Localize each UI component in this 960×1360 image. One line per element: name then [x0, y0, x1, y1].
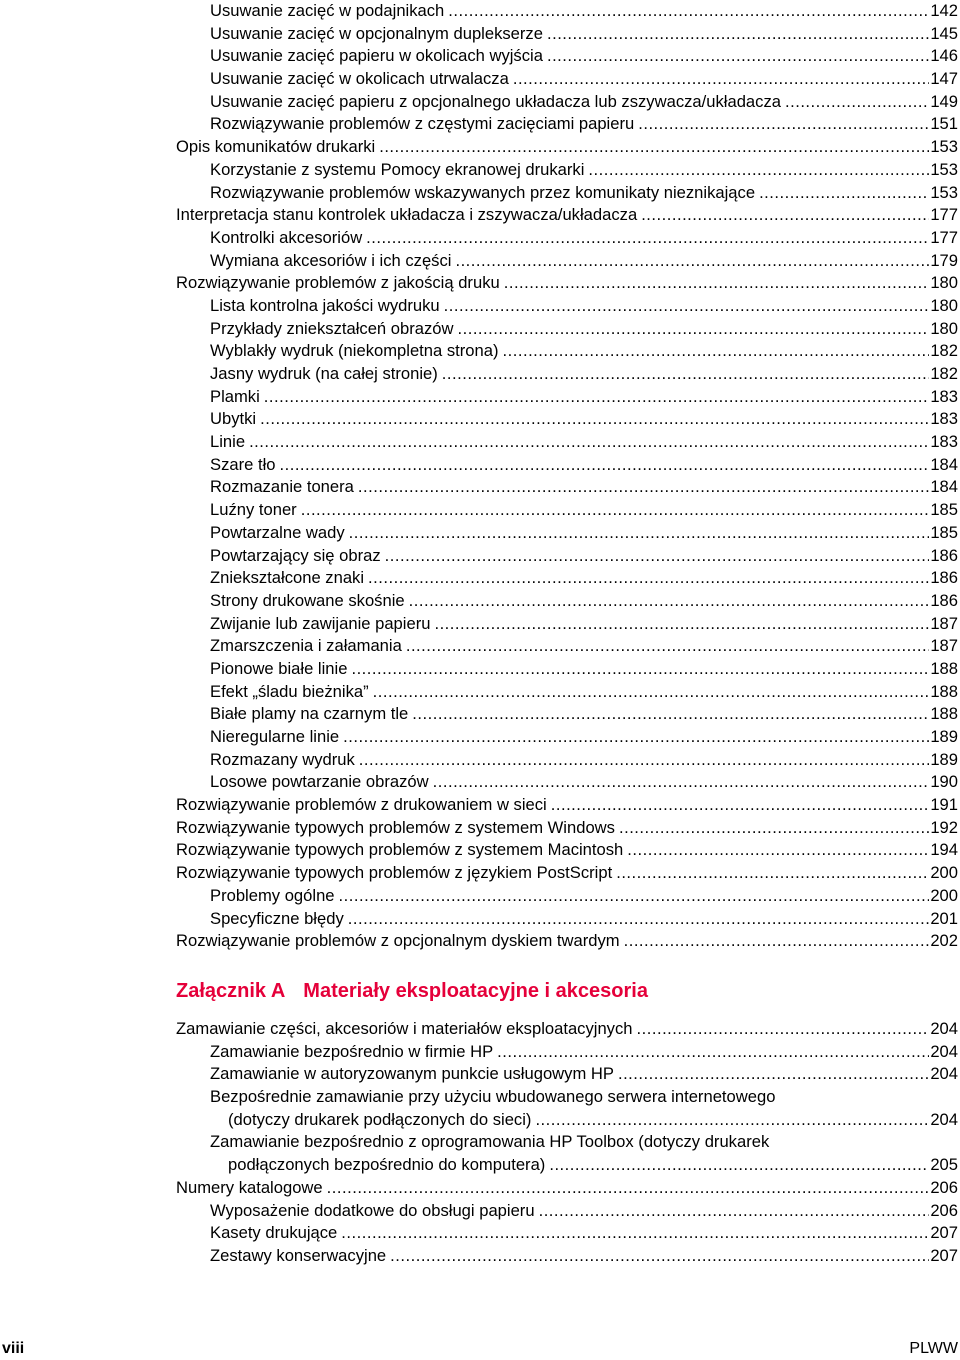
- dot-leader: [616, 862, 929, 885]
- toc-entry-page: 184: [930, 454, 958, 474]
- toc-entry-title-continued: (dotyczy drukarek podłączonych do sieci): [228, 1109, 532, 1129]
- dot-leader: [327, 1177, 930, 1200]
- toc-entry-title: Wyposażenie dodatkowe do obsługi papieru: [210, 1200, 535, 1220]
- toc-entry[interactable]: [176, 885, 958, 908]
- toc-entry-title: Zwijanie lub zawijanie papieru: [210, 613, 431, 633]
- toc-entry[interactable]: [176, 771, 958, 794]
- dot-leader: [638, 113, 929, 136]
- toc-entry[interactable]: [176, 431, 958, 454]
- toc-entry-title: Rozwiązywanie typowych problemów z systemem Windows: [176, 817, 615, 837]
- dot-leader: [588, 159, 929, 182]
- toc-entry-page: 182: [930, 364, 958, 383]
- toc-entry[interactable]: [176, 408, 958, 431]
- dot-leader: [448, 0, 929, 23]
- toc-entry-page: 182: [930, 341, 958, 361]
- toc-entry-page: 204: [930, 1041, 958, 1061]
- toc-entry[interactable]: [176, 567, 958, 590]
- dot-leader: [549, 1154, 929, 1177]
- dot-leader: [379, 136, 929, 159]
- toc-entry[interactable]: [176, 250, 958, 273]
- toc-entry-title: Przykłady zniekształceń obrazów: [210, 318, 454, 338]
- toc-entry[interactable]: [176, 1063, 958, 1086]
- toc-entry-title: Białe plamy na czarnym tle: [210, 704, 409, 724]
- toc-entry-title: Zniekształcone znaki: [210, 568, 365, 588]
- toc-entry-page: 142: [930, 1, 958, 20]
- dot-leader: [409, 590, 930, 613]
- toc-entry-title: Zamawianie części, akcesoriów i materiałów eksploatacyjnych: [176, 1019, 633, 1038]
- toc-entry[interactable]: [176, 363, 958, 386]
- toc-entry-title: Rozmazanie tonera: [210, 477, 354, 497]
- toc-entry[interactable]: [176, 113, 958, 136]
- toc-entry[interactable]: [176, 45, 958, 68]
- toc-entry-title: Problemy ogólne: [210, 885, 335, 905]
- page-number: viii: [2, 1340, 25, 1357]
- toc-entry-title: Losowe powtarzanie obrazów: [210, 772, 429, 792]
- toc-entry[interactable]: [176, 726, 958, 749]
- dot-leader: [339, 885, 930, 908]
- toc-entry-page: 146: [930, 46, 958, 66]
- toc-entry-page: 183: [930, 432, 958, 452]
- toc-entry-page: 177: [930, 205, 958, 225]
- toc-entry-title: Zamawianie w autoryzowanym punkcie usługowym HP: [210, 1064, 614, 1084]
- dot-leader: [366, 227, 929, 250]
- toc-entry-title: Luźny toner: [210, 500, 297, 520]
- toc-entry-title: Rozwiązywanie problemów wskazywanych przez komunikaty nieznikające: [210, 182, 756, 202]
- toc-entry[interactable]: [176, 545, 958, 568]
- dot-leader: [455, 250, 929, 273]
- toc-entry-page: 183: [930, 386, 958, 406]
- toc-entry-page: 204: [930, 1064, 958, 1084]
- toc-entry[interactable]: [176, 0, 958, 23]
- toc-entry-title: Usuwanie zacięć w podajnikach: [210, 1, 445, 20]
- toc-entry[interactable]: [176, 136, 958, 159]
- dot-leader: [385, 545, 930, 568]
- dot-leader: [358, 476, 929, 499]
- dot-leader: [433, 771, 930, 794]
- toc-entry-page: 147: [930, 69, 958, 89]
- toc-entry[interactable]: [176, 295, 958, 318]
- toc-entry-page: 185: [930, 500, 958, 520]
- toc-entry[interactable]: [176, 1041, 958, 1064]
- toc-entry-page: 204: [930, 1109, 958, 1129]
- toc-entry[interactable]: [176, 227, 958, 250]
- toc-entry-title-continued: podłączonych bezpośrednio do komputera): [228, 1155, 546, 1175]
- toc-entry-title: Rozwiązywanie problemów z opcjonalnym dyskiem twardym: [176, 931, 620, 951]
- toc-entry-title: Rozwiązywanie problemów z drukowaniem w sieci: [176, 795, 547, 815]
- toc-entry[interactable]: [176, 613, 958, 636]
- toc-entry-page: 206: [930, 1200, 958, 1220]
- toc-entry[interactable]: [176, 318, 958, 341]
- toc-entry[interactable]: [176, 908, 958, 931]
- toc-entry-page: 184: [930, 477, 958, 497]
- toc-entry[interactable]: [176, 159, 958, 182]
- toc-entry[interactable]: [176, 817, 958, 840]
- toc-entry-title: Jasny wydruk (na całej stronie): [210, 364, 438, 383]
- toc-entry[interactable]: [176, 794, 958, 817]
- toc-entry-title: Usuwanie zacięć papieru w okolicach wyjścia: [210, 46, 543, 66]
- toc-entry-page: 145: [930, 23, 958, 43]
- table-of-contents: [176, 0, 958, 953]
- toc-entry-page: 180: [930, 318, 958, 338]
- dot-leader: [301, 499, 930, 522]
- toc-entry-page: 151: [930, 114, 958, 134]
- toc-entry-page: 191: [930, 795, 958, 815]
- toc-entry[interactable]: [176, 590, 958, 613]
- toc-entry-title: Usuwanie zacięć w okolicach utrwalacza: [210, 69, 509, 89]
- toc-entry-title: Zamawianie bezpośrednio w firmie HP: [210, 1041, 494, 1061]
- toc-entry-page: 204: [930, 1019, 958, 1038]
- toc-entry-title: Zestawy konserwacyjne: [210, 1245, 387, 1265]
- toc-entry-page: 187: [930, 636, 958, 656]
- toc-entry[interactable]: [176, 681, 958, 704]
- toc-entry[interactable]: [176, 1086, 958, 1131]
- toc-entry[interactable]: [176, 272, 958, 295]
- toc-entry-title: Opis komunikatów drukarki: [176, 137, 376, 157]
- appendix-label: Załącznik A: [176, 980, 286, 1002]
- dot-leader: [513, 68, 929, 91]
- dot-leader: [785, 91, 929, 114]
- toc-entry-page: 188: [930, 704, 958, 724]
- dot-leader: [457, 318, 929, 341]
- toc-entry-page: 192: [930, 817, 958, 837]
- toc-entry[interactable]: [176, 1131, 958, 1176]
- toc-entry[interactable]: [176, 1245, 958, 1268]
- toc-entry-title: Rozwiązywanie problemów z częstymi zacięciami papieru: [210, 114, 635, 134]
- dot-leader: [359, 749, 930, 772]
- toc-entry-page: 201: [930, 908, 958, 928]
- toc-entry-page: 186: [930, 568, 958, 588]
- toc-entry-title: Szare tło: [210, 454, 276, 474]
- toc-entry-page: 188: [930, 658, 958, 678]
- dot-leader: [637, 1018, 930, 1041]
- toc-entry-title: Plamki: [210, 386, 260, 406]
- toc-entry-title: Powtarzalne wady: [210, 522, 345, 542]
- dot-leader: [260, 408, 929, 431]
- toc-entry-title: Zmarszczenia i załamania: [210, 636, 402, 656]
- dot-leader: [627, 839, 929, 862]
- toc-entry-title: Rozwiązywanie typowych problemów z systemem Macintosh: [176, 840, 624, 860]
- toc-entry-page: 186: [930, 590, 958, 610]
- dot-leader: [343, 726, 929, 749]
- toc-entry-title: Specyficzne błędy: [210, 908, 344, 928]
- toc-entry-title: Kasety drukujące: [210, 1223, 338, 1243]
- toc-entry-page: 206: [930, 1177, 958, 1197]
- toc-entry[interactable]: [176, 749, 958, 772]
- toc-entry[interactable]: [176, 182, 958, 205]
- toc-entry-page: 177: [930, 227, 958, 247]
- toc-entry-page: 188: [930, 681, 958, 701]
- toc-entry-title: Interpretacja stanu kontrolek układacza i zszywacza/układacza: [176, 205, 638, 225]
- toc-entry-title: Strony drukowane skośnie: [210, 590, 405, 610]
- dot-leader: [535, 1109, 929, 1132]
- dot-leader: [442, 363, 930, 386]
- dot-leader: [349, 522, 930, 545]
- toc-entry[interactable]: [176, 1018, 958, 1041]
- toc-entry-title: Wymiana akcesoriów i ich części: [210, 250, 452, 270]
- appendix-title: Materiały eksploatacyjne i akcesoria: [303, 980, 648, 1002]
- toc-entry-page: 202: [930, 931, 958, 951]
- toc-entry-page: 200: [930, 863, 958, 883]
- toc-entry-page: 183: [930, 409, 958, 429]
- toc-entry[interactable]: [176, 23, 958, 46]
- toc-entry[interactable]: [176, 839, 958, 862]
- toc-entry[interactable]: [176, 454, 958, 477]
- toc-entry-page: 149: [930, 91, 958, 111]
- document-code: PLWW: [909, 1340, 958, 1357]
- toc-entry[interactable]: [176, 340, 958, 363]
- dot-leader: [759, 182, 929, 205]
- toc-entry[interactable]: [176, 522, 958, 545]
- toc-entry-title: Lista kontrolna jakości wydruku: [210, 295, 440, 315]
- toc-entry-title: Usuwanie zacięć w opcjonalnym duplekserze: [210, 23, 543, 43]
- dot-leader: [497, 1041, 929, 1064]
- toc-entry-title: Numery katalogowe: [176, 1177, 323, 1197]
- toc-entry-page: 187: [930, 613, 958, 633]
- toc-entry-page: 185: [930, 522, 958, 542]
- toc-entry-page: 186: [930, 545, 958, 565]
- dot-leader: [444, 295, 930, 318]
- dot-leader: [406, 635, 929, 658]
- dot-leader: [547, 45, 929, 68]
- dot-leader: [551, 794, 930, 817]
- toc-entry-title: Korzystanie z systemu Pomocy ekranowej drukarki: [210, 159, 585, 179]
- toc-entry-title: Rozmazany wydruk: [210, 749, 355, 769]
- dot-leader: [618, 1063, 929, 1086]
- toc-entry[interactable]: [176, 91, 958, 114]
- toc-entry[interactable]: [176, 1177, 958, 1200]
- dot-leader: [249, 431, 929, 454]
- toc-entry-title: Usuwanie zacięć papieru z opcjonalnego układacza lub zszywacza/układacza: [210, 91, 781, 111]
- toc-entry-page: 207: [930, 1245, 958, 1265]
- toc-entry[interactable]: [176, 930, 958, 953]
- dot-leader: [351, 658, 929, 681]
- toc-entry-page: 179: [930, 250, 958, 270]
- toc-entry[interactable]: [176, 658, 958, 681]
- toc-entry[interactable]: [176, 635, 958, 658]
- toc-entry-title: Pionowe białe linie: [210, 658, 348, 678]
- dot-leader: [348, 908, 930, 931]
- toc-entry[interactable]: [176, 499, 958, 522]
- toc-entry[interactable]: [176, 476, 958, 499]
- toc-entry-title: Ubytki: [210, 409, 257, 429]
- dot-leader: [412, 703, 929, 726]
- dot-leader: [279, 454, 929, 477]
- dot-leader: [641, 204, 929, 227]
- dot-leader: [434, 613, 929, 636]
- toc-entry-title: Zamawianie bezpośrednio z oprogramowania HP Toolbox (dotyczy drukarek: [210, 1132, 770, 1152]
- appendix-table-of-contents: [176, 1018, 958, 1268]
- toc-entry-page: 153: [930, 182, 958, 202]
- toc-entry[interactable]: [176, 703, 958, 726]
- dot-leader: [368, 567, 929, 590]
- toc-entry-title: Wyblakły wydruk (niekompletna strona): [210, 341, 499, 361]
- toc-entry-page: 205: [930, 1155, 958, 1175]
- toc-entry-page: 153: [930, 137, 958, 157]
- toc-entry-title: Rozwiązywanie problemów z jakością druku: [176, 273, 500, 293]
- toc-entry[interactable]: [176, 386, 958, 409]
- toc-entry-page: 200: [930, 885, 958, 905]
- dot-leader: [341, 1222, 929, 1245]
- toc-entry-page: 194: [930, 840, 958, 860]
- toc-entry-page: 190: [930, 772, 958, 792]
- toc-entry-page: 153: [930, 159, 958, 179]
- dot-leader: [504, 272, 930, 295]
- toc-entry-title: Rozwiązywanie typowych problemów z językiem PostScript: [176, 863, 613, 883]
- dot-leader: [503, 340, 930, 363]
- dot-leader: [619, 817, 929, 840]
- toc-entry[interactable]: [176, 1200, 958, 1223]
- toc-entry-page: 180: [930, 295, 958, 315]
- toc-entry-title: Bezpośrednie zamawianie przy użyciu wbudowanego serwera internetowego: [210, 1087, 776, 1107]
- toc-entry[interactable]: [176, 1222, 958, 1245]
- toc-entry-page: 207: [930, 1223, 958, 1243]
- toc-entry-page: 180: [930, 273, 958, 293]
- toc-entry-title: Nieregularne linie: [210, 727, 340, 746]
- toc-entry[interactable]: [176, 204, 958, 227]
- dot-leader: [624, 930, 930, 953]
- appendix-heading: [176, 980, 648, 1003]
- toc-entry-title: Powtarzający się obraz: [210, 545, 381, 565]
- dot-leader: [539, 1200, 930, 1223]
- toc-entry-title: Kontrolki akcesoriów: [210, 227, 363, 247]
- toc-entry-page: 189: [930, 749, 958, 769]
- dot-leader: [547, 23, 929, 46]
- dot-leader: [373, 681, 930, 704]
- dot-leader: [390, 1245, 929, 1268]
- toc-entry[interactable]: [176, 68, 958, 91]
- toc-entry[interactable]: [176, 862, 958, 885]
- toc-entry-page: 189: [930, 727, 958, 746]
- dot-leader: [264, 386, 930, 409]
- toc-entry-title: Linie: [210, 432, 246, 452]
- toc-entry-title: Efekt „śladu bieżnika”: [210, 681, 369, 701]
